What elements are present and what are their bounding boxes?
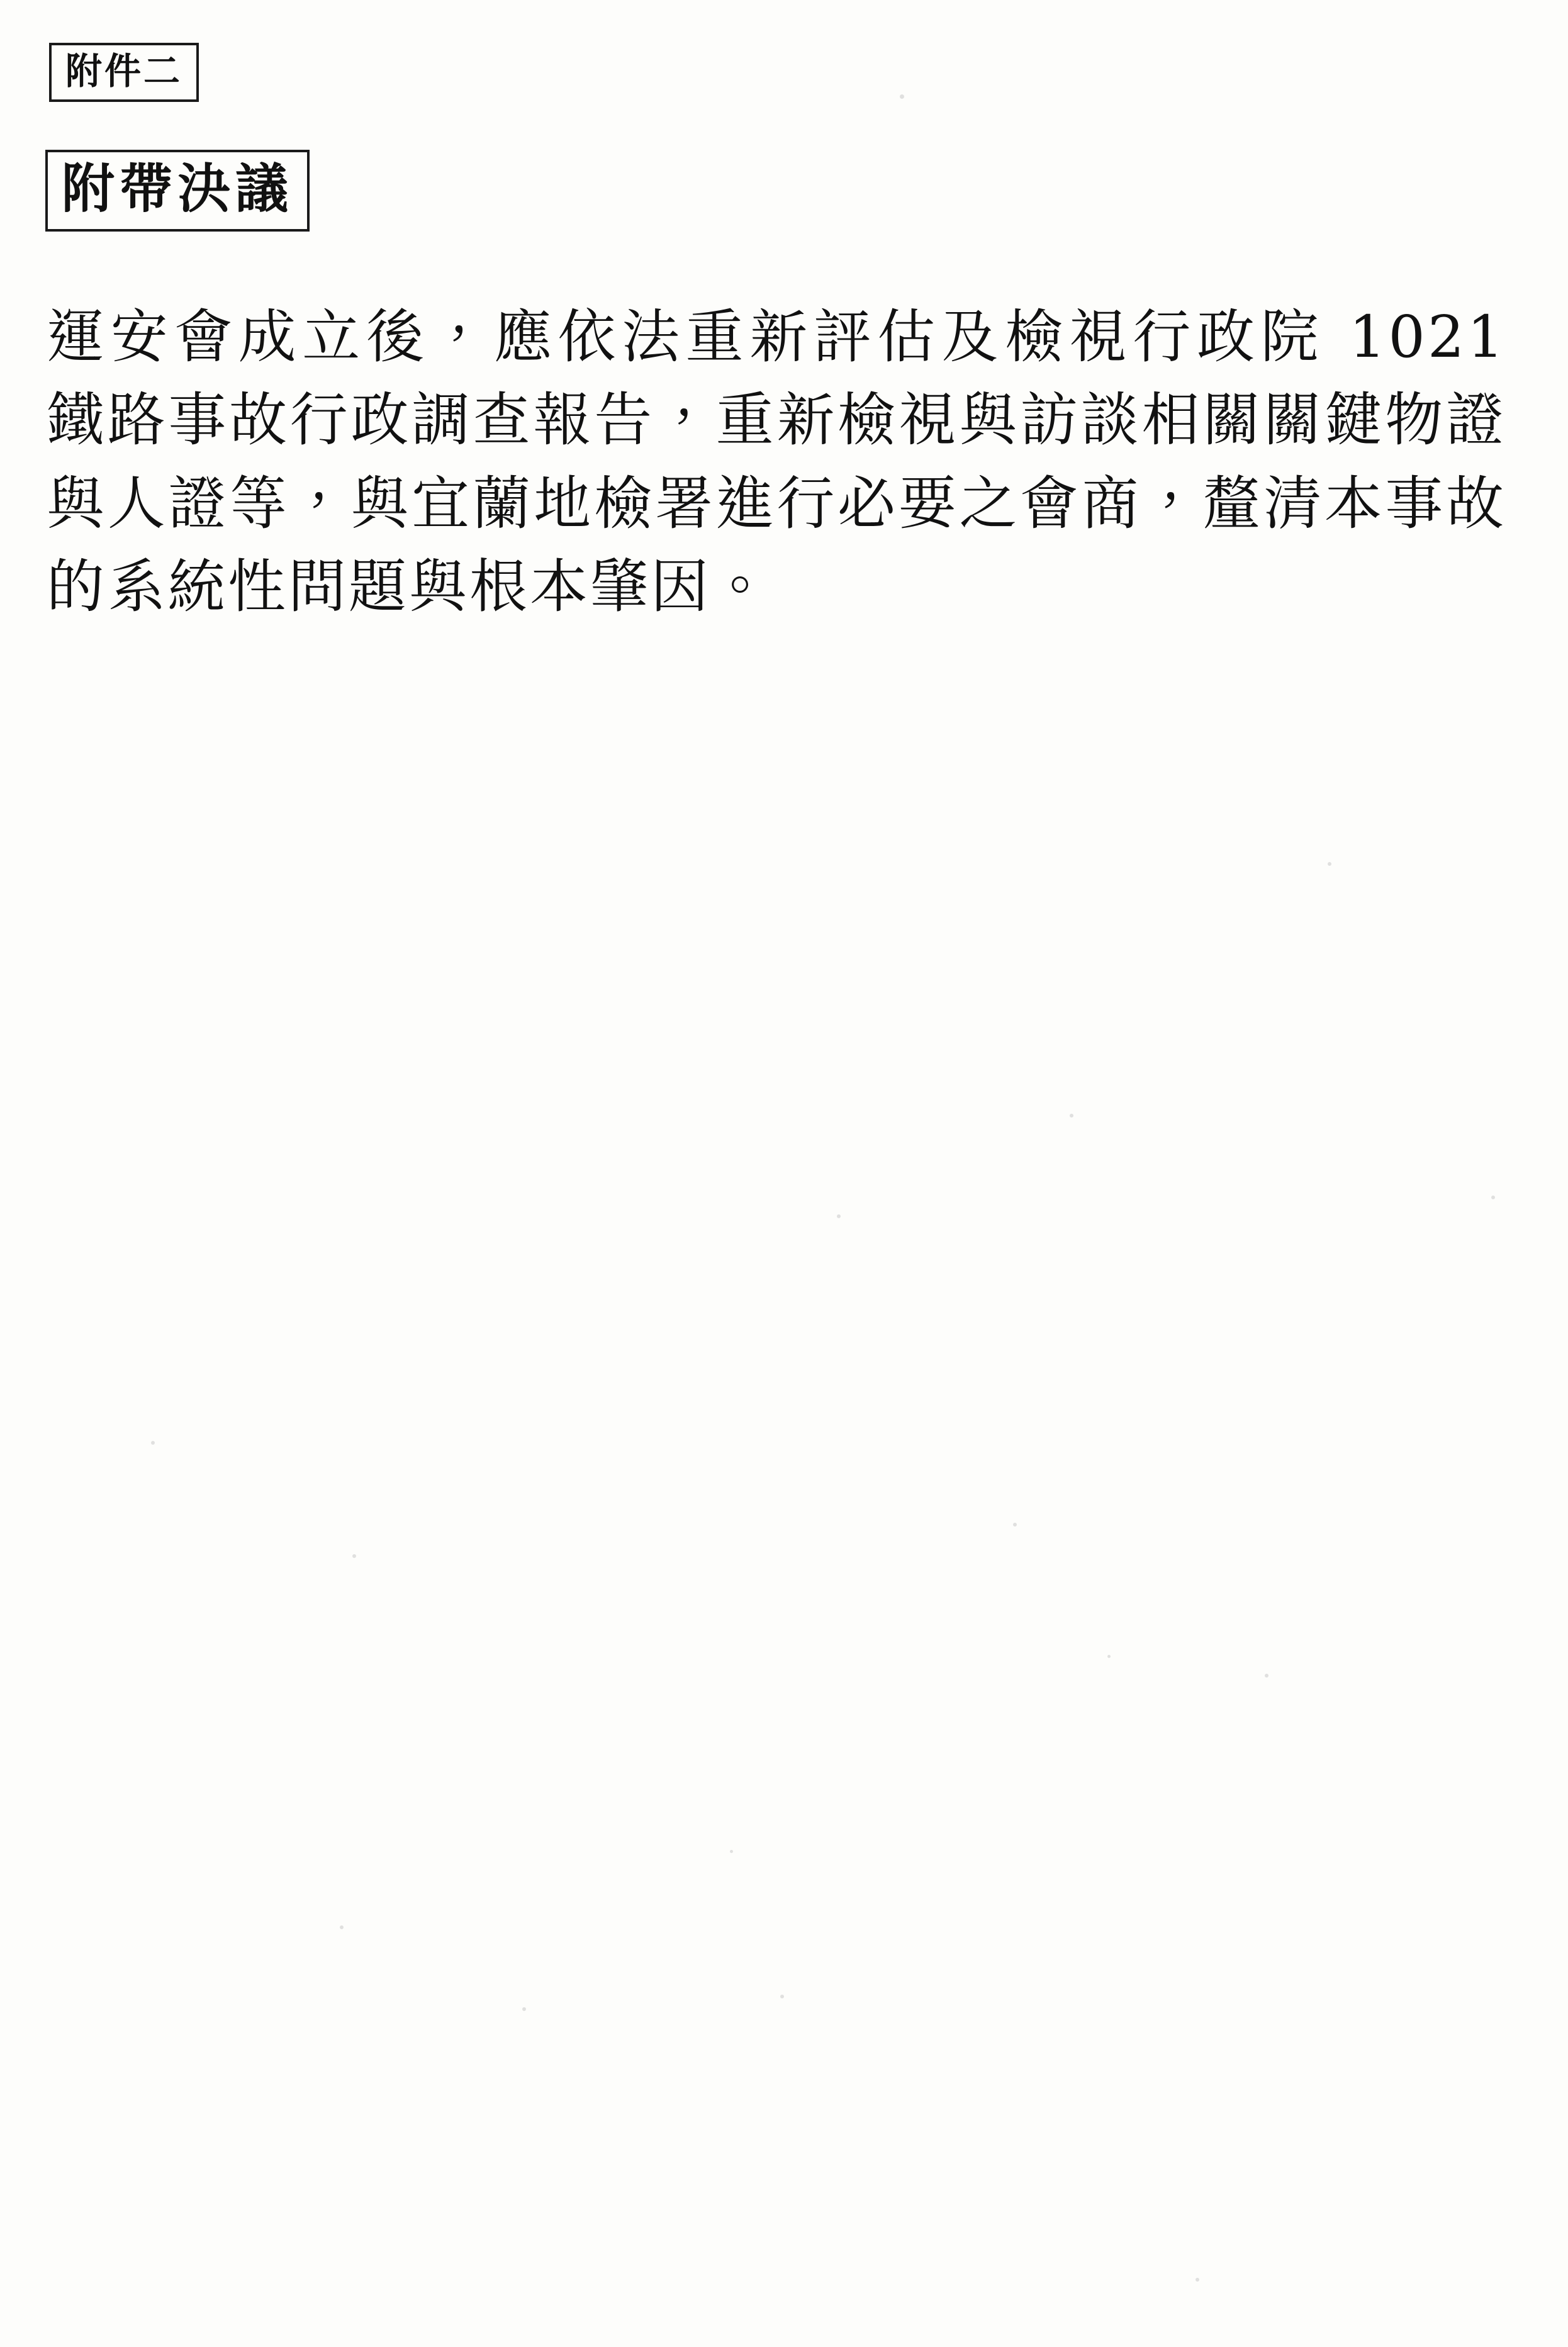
scan-speck: [1265, 1674, 1268, 1678]
scan-speck: [1107, 1655, 1111, 1658]
scan-speck: [780, 1995, 784, 1998]
scan-speck: [151, 1441, 155, 1445]
scan-speck: [522, 2007, 526, 2011]
scan-speck: [1491, 1196, 1495, 1199]
scan-speck: [1013, 1523, 1017, 1526]
scan-speck: [900, 94, 904, 99]
scan-speck: [837, 1214, 841, 1218]
body-paragraph: 運安會成立後，應依法重新評估及檢視行政院 1021 鐵路事故行政調查報告，重新檢視與訪談相關關鍵物證與人證等，與宜蘭地檢署進行必要之會商，釐清本事故的系統性問題與根本肇因。: [47, 303, 1506, 621]
scan-speck: [1328, 862, 1331, 866]
scan-speck: [730, 1850, 733, 1853]
scan-speck: [340, 1925, 344, 1929]
scan-speck: [352, 1554, 356, 1558]
scan-speck: [1070, 1114, 1073, 1117]
attachment-label: 附件二: [49, 43, 199, 102]
scan-speck: [1196, 2278, 1199, 2282]
page-title: 附帶決議: [45, 150, 310, 232]
